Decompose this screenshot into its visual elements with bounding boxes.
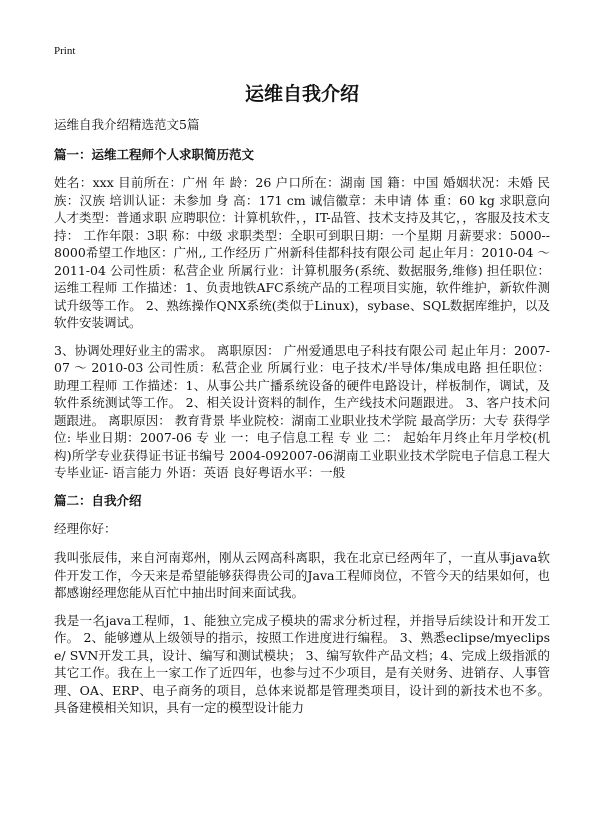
- section-1-paragraph-2: 3、协调处理好业主的需求。 离职原因： 广州爱通思电子科技有限公司 起止年月：2007-07 ～ 2010-03 公司性质：私营企业 所属行业：电子技术/半导体/集成电路 担任职位：助理工程师 工作描述：1、从事公共广播系统设备的硬件电路设计，样板制作，调试，及软件系统测试等工作。 2、相关设计资料的制作，生产线技术问题跟进。 3、客户技术问题跟进。 离职原因： 教育背景 毕业院校：湖南工业职业技术学院 最高学历：大专 获得学位: 毕业日期：2007-06 专 业 一：电子信息工程 专 业 二： 起始年月终止年月学校(机构)所学专业获得证书证书编号 2004-092007-06湖南工业职业技术学院电子信息工程大专毕业证- 语言能力 外语：英语 良好粤语水平：一般: [54, 342, 550, 480]
- print-label: Print: [54, 45, 76, 57]
- section-2-greeting: 经理你好：: [54, 520, 117, 536]
- section-2-paragraph-2: 我是一名java工程师，1、能独立完成子模块的需求分析过程，并指导后续设计和开发工作。 2、能够遵从上级领导的指示，按照工作进度进行编程。 3、熟悉eclipse/myeclipse/ SVN开发工具，设计、编写和测试模块； 3、编写软件产品文档；4、完成上级指派的其它工作。我在上一家工作了近四年，也参与过不少项目，是有关财务、进销存、人事管理、OA、ERP、电子商务的项目，总体来说都是管理类项目，设计到的新技术也不多。具备建模相关知识，具有一定的模型设计能力: [54, 612, 550, 715]
- document-title: 运维自我介绍: [244, 83, 359, 105]
- document-subtitle: 运维自我介绍精选范文5篇: [54, 117, 200, 132]
- section-1-paragraph-1: 姓名：xxx 目前所在：广州 年 龄：26 户口所在：湖南 国 籍：中国 婚姻状况：未婚 民 族：汉族 培训认证：未参加 身 高：171 cm 诚信徽章：未申请 体 重：60 kg 求职意向 人才类型：普通求职 应聘职位：计算机软件，，IT-品管、技术支持及其它，，客服及技术支持： 工作年限：3职 称：中级 求职类型：全职可到职日期：一个星期 月薪要求：5000--8000希望工作地区：广州,, 工作经历 广州新科佳都科技有限公司 起止年月：2010-04 ～ 2011-04 公司性质：私营企业 所属行业：计算机服务(系统、数据服务,维修) 担任职位：运维工程师 工作描述：1、负责地铁AFC系统产品的工程项目实施，软件维护，新软件测试升级等工作。 2、熟练操作QNX系统(类似于Linux)，sybase、SQL数据库维护，以及软件安装调试。: [54, 175, 550, 330]
- section-heading-2: 篇二：自我介绍: [54, 492, 142, 508]
- section-2-paragraph-1: 我叫张辰伟，来自河南郑州，刚从云网高科离职，我在北京已经两年了，一直从事java软件开发工作，今天来是希望能够获得贵公司的Java工程师岗位，不管今天的结果如何，也都感谢经理您能从百忙中抽出时间来面试我。: [54, 550, 550, 600]
- section-heading-1: 篇一：运维工程师个人求职简历范文: [54, 147, 255, 162]
